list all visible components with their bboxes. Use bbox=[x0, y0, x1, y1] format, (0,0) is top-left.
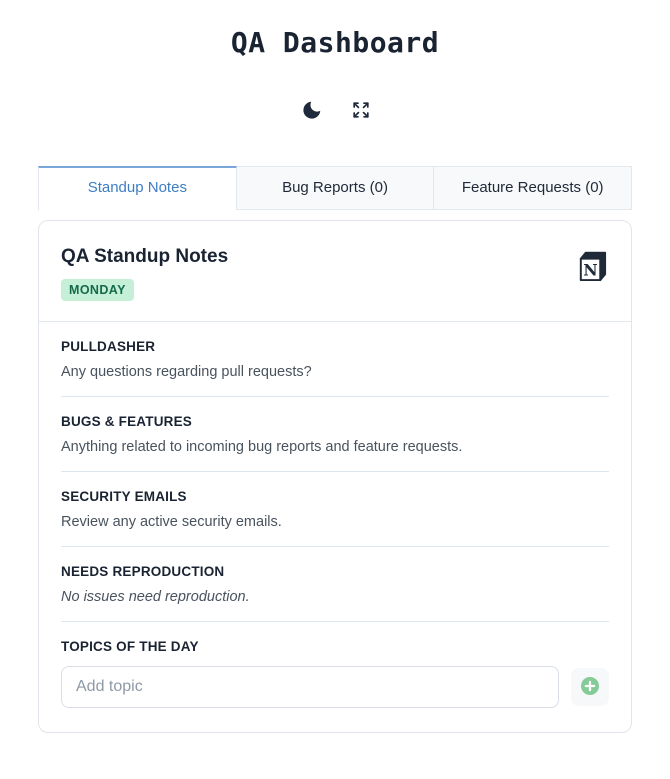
section-heading: SECURITY EMAILS bbox=[61, 489, 187, 504]
section-heading: NEEDS REPRODUCTION bbox=[61, 564, 225, 579]
section-body: Anything related to incoming bug reports and feature requests. bbox=[61, 439, 463, 455]
day-badge: MONDAY bbox=[61, 279, 134, 301]
section-security-emails bbox=[61, 472, 609, 547]
add-topic-button[interactable] bbox=[571, 668, 609, 706]
section-heading: BUGS & FEATURES bbox=[61, 414, 193, 429]
standup-notes-card bbox=[38, 220, 632, 733]
tab-feature-requests[interactable]: Feature Requests (0) bbox=[434, 166, 632, 210]
section-topics-of-the-day bbox=[61, 622, 609, 708]
section-needs-reproduction bbox=[61, 547, 609, 622]
tab-standup-notes[interactable]: Standup Notes bbox=[38, 166, 237, 210]
add-topic-input[interactable] bbox=[61, 666, 559, 708]
tab-bug-reports[interactable]: Bug Reports (0) bbox=[237, 166, 435, 210]
section-heading: TOPICS OF THE DAY bbox=[61, 639, 199, 654]
plus-circle-icon bbox=[580, 676, 600, 699]
section-bugs-features bbox=[61, 397, 609, 472]
fullscreen-button[interactable] bbox=[351, 100, 371, 123]
card-header bbox=[39, 221, 631, 322]
section-body: Any questions regarding pull requests? bbox=[61, 364, 312, 380]
dark-mode-toggle[interactable] bbox=[299, 97, 325, 126]
card-title: QA Standup Notes bbox=[61, 246, 229, 267]
toolbar bbox=[38, 97, 632, 126]
section-body: Review any active security emails. bbox=[61, 514, 282, 530]
svg-text:N: N bbox=[583, 260, 598, 280]
tab-bar bbox=[38, 166, 632, 210]
page-title: QA Dashboard bbox=[230, 26, 440, 59]
section-body: No issues need reproduction. bbox=[61, 589, 250, 605]
section-pulldasher bbox=[61, 322, 609, 397]
expand-arrows-icon bbox=[353, 102, 369, 121]
notion-logo-icon bbox=[574, 248, 609, 288]
add-topic-row bbox=[61, 666, 609, 708]
card-content bbox=[39, 322, 631, 732]
card-header-text bbox=[61, 246, 228, 301]
moon-icon bbox=[301, 99, 323, 124]
section-heading: PULLDASHER bbox=[61, 339, 156, 354]
